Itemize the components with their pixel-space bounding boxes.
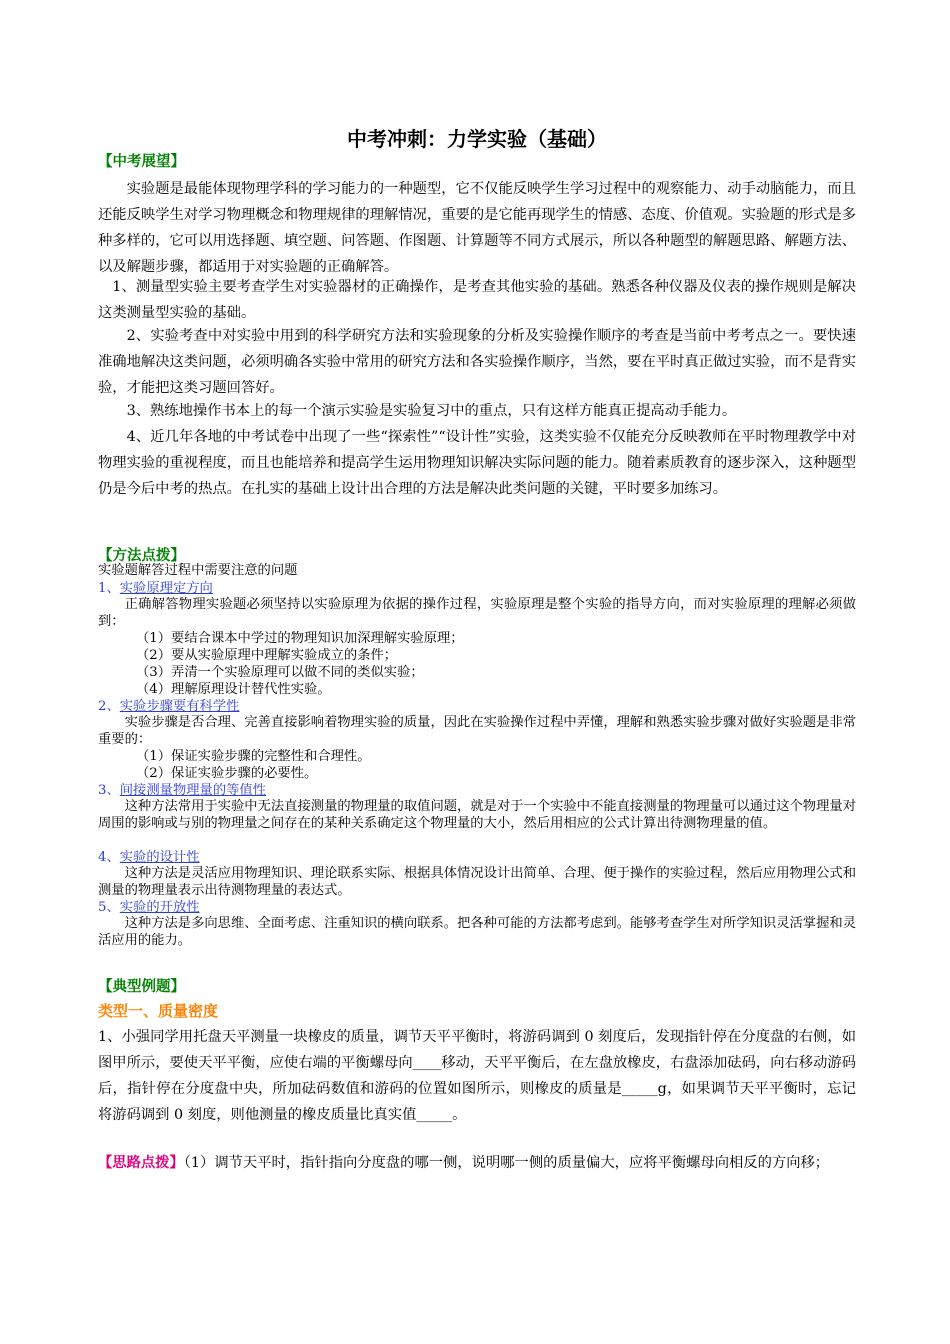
outlook-intro: 实验题是最能体现物理学科的学习能力的一种题型，它不仅能反映学生学习过程中的观察能力、动手动脑能力，而且还能反映学生对学习物理概念和物理规律的理解情况，重要的是它能再现学生的情感、态度、价值观。实验题的形式是多种多样的，它可以用选择题、填空题、问答题、作图题、计算题等不同方式展示，所以各种题型的解题思路、解题方法、以及解题步骤，都适用于对实验题的正确解答。 [98,181,856,275]
outlook-point-2: 2、实验考查中对实验中用到的科学研究方法和实验现象的分析及实验操作顺序的考查是当前中考考点之一。要快速准确地解决这类问题，必须明确各实验中常用的研究方法和各实验操作顺序，当然，要在平时真正做过实验，而不是背实验，才能把这类习题回答好。 [98,328,856,396]
section-header-examples: 【典型例题】 [98,979,185,995]
hint-text: （1）调节天平时，指针指向分度盘的哪一侧，说明哪一侧的质量偏大，应将平衡螺母向相反的方向移； [183,1155,830,1171]
method-1-item: （4）理解原理设计替代性实验。 [136,682,331,697]
hint-block [98,1150,856,1176]
method-5-text: 这种方法是多向思维、全面考虑、注重知识的横向联系。把各种可能的方法都考虑到。能够考查学生对所学知识灵活掌握和灵活应用的能力。 [98,916,856,948]
page-title: 中考冲刺：力学实验（基础） [347,127,607,151]
method-3-text: 这种方法常用于实验中无法直接测量的物理量的取值问题，就是对于一个实验中不能直接测量的物理量可以通过这个物理量对周围的影响或与别的物理量之间存在的某种关系确定这个物理量的大小，然后用相应的公式计算出待测物理量的值。 [98,799,856,831]
method-4-text: 这种方法是灵活应用物理知识、理论联系实际、根据具体情况设计出简单、合理、便于操作的实验过程，然后应用物理公式和测量的物理量表示出待测物理量的表达式。 [98,866,856,898]
question-1: 1、小强同学用托盘天平测量一块橡皮的质量，调节天平平衡时，将游码调到 0 刻度后，发现指针停在分度盘的右侧，如图甲所示，要使天平平衡，应使右端的平衡螺母向____移动，天平平衡后，在左盘放橡皮，右盘添加砝码，向右移动游码后，指针停在分度盘中央，所加砝码数值和游码的位置如图所示，则橡皮的质量是_____g，如果调节天平平衡时，忘记将游码调到 0 刻度，则他测量的橡皮质量比真实值_____。 [98,1029,856,1123]
method-2-text: 实验步骤是否合理、完善直接影响着物理实验的质量，因此在实验操作过程中弄懂，理解和熟悉实验步骤对做好实验题是非常重要的： [98,715,856,747]
method-1-item: （2）要从实验原理中理解实验成立的条件； [136,648,398,663]
method-5-title: 5、实验的开放性 [98,900,200,915]
method-1-item: （1）要结合课本中学过的物理知识加深理解实验原理； [136,631,464,646]
method-1-text: 正确解答物理实验题必须坚持以实验原理为依据的操作过程，实验原理是整个实验的指导方向，而对实验原理的理解必须做到： [98,597,856,629]
outlook-point-4: 4、近几年各地的中考试卷中出现了一些“探索性”“设计性”实验，这类实验不仅能充分反映教师在平时物理教学中对物理实验的重视程度，而且也能培养和提高学生运用物理知识解决实际问题的能力。随着素质教育的逐步深入，这种题型仍是今后中考的热点。在扎实的基础上设计出合理的方法是解决此类问题的关键，平时要多加练习。 [98,429,856,497]
hint-label: 【思路点拨】 [98,1155,184,1171]
method-2-title: 2、实验步骤要有科学性 [98,699,240,714]
outlook-point-3: 3、熟练地操作书本上的每一个演示实验是实验复习中的重点，只有这样方能真正提高动手能力。 [126,403,737,419]
methods-lead: 实验题解答过程中需要注意的问题 [98,563,298,578]
method-2-item: （1）保证实验步骤的完整性和合理性。 [136,749,371,764]
method-4-title: 4、实验的设计性 [98,850,200,865]
method-3-title: 3、间接测量物理量的等值性 [98,783,267,798]
method-1-title: 1、实验原理定方向 [98,581,213,596]
section-header-outlook: 【中考展望】 [98,154,185,170]
section-header-methods: 【方法点拨】 [98,548,185,564]
example-type-heading: 类型一、质量密度 [98,1002,219,1020]
method-1-item: （3）弄清一个实验原理可以做不同的类似实验； [136,665,424,680]
outlook-point-1: 1、测量型实验主要考查学生对实验器材的正确操作，是考查其他实验的基础。熟悉各种仪器及仪表的操作规则是解决这类测量型实验的基础。 [98,279,856,321]
method-2-item: （2）保证实验步骤的必要性。 [136,766,318,781]
